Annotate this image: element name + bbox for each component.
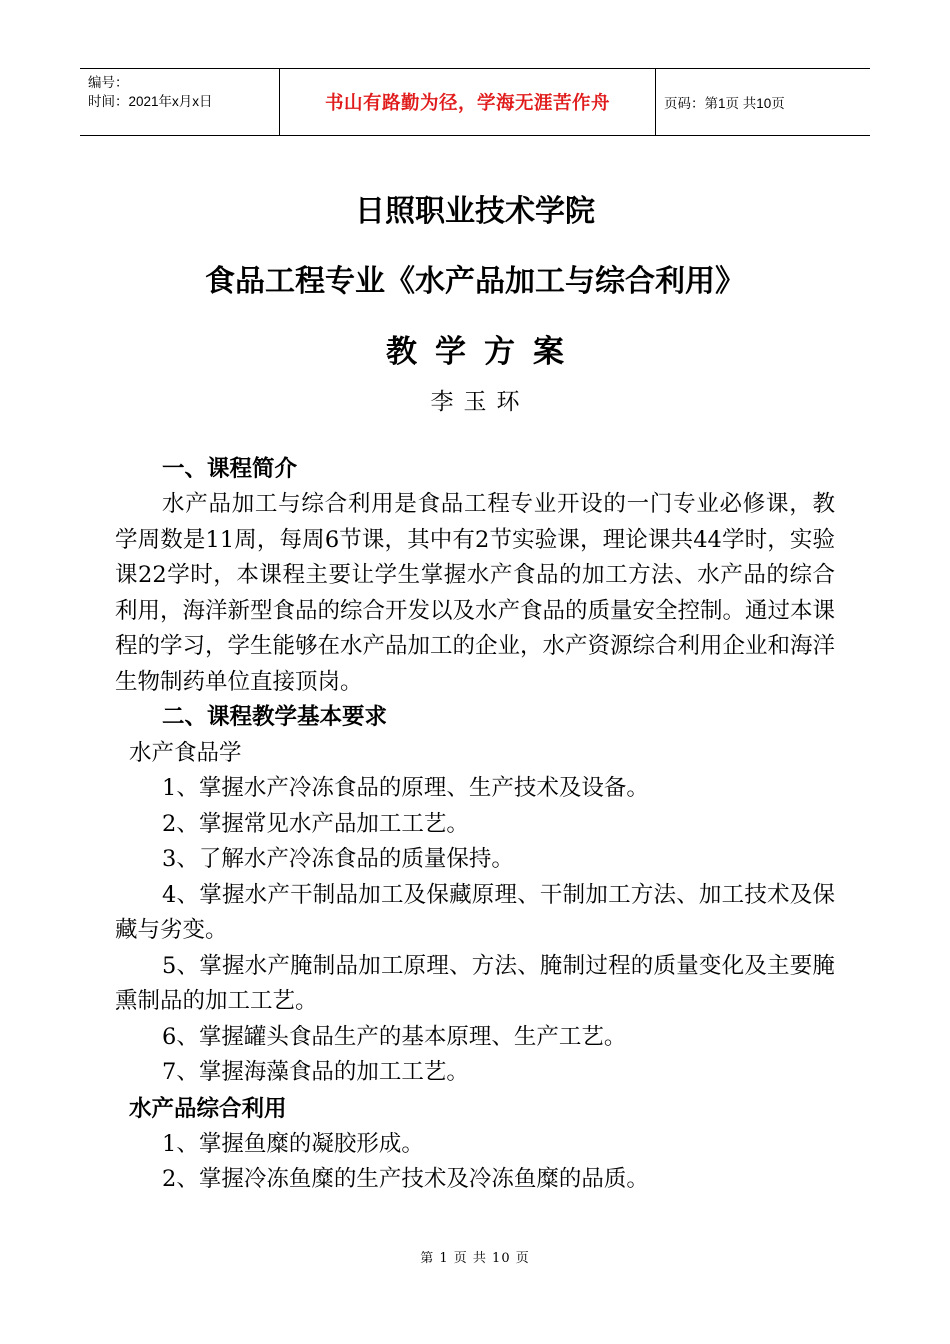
- list-item: 1、掌握水产冷冻食品的原理、生产技术及设备。: [162, 775, 649, 801]
- course-title: 食品工程专业《水产品加工与综合利用》: [205, 264, 745, 299]
- list-item: 7、掌握海藻食品的加工工艺。: [162, 1059, 469, 1085]
- list-item: 6、掌握罐头食品生产的基本原理、生产工艺。: [162, 1023, 627, 1050]
- author-name: 李玉环: [430, 389, 530, 415]
- header-time-label: 时间：2021年x月x日: [88, 94, 213, 109]
- page-footer: 第 1 页 共 10 页: [420, 1251, 530, 1266]
- section-heading-intro: 一、课程简介: [162, 456, 298, 482]
- header-motto: 书山有路勤为径，学海无涯苦作舟: [280, 69, 656, 135]
- list-item: 3、了解水产冷冻食品的质量保持。: [162, 846, 514, 872]
- document-body: [115, 452, 835, 1198]
- header-page-label: 页码：第1页 共10页: [664, 96, 785, 111]
- page-header: [80, 68, 870, 136]
- section-heading-requirements: 二、课程教学基本要求: [162, 704, 388, 730]
- doc-type-title: 教学方案: [386, 334, 582, 370]
- list-item: 2、掌握冷冻鱼糜的生产技术及冷冻鱼糜的品质。: [162, 1166, 649, 1192]
- list-item: 5、掌握水产腌制品加工原理、方法、腌制过程的质量变化及主要腌熏制品的加工工艺。: [115, 952, 835, 1014]
- header-meta-cell: [80, 69, 280, 135]
- subheading-aquatic-food: 水产食品学: [129, 740, 242, 766]
- header-number-label: 编号：: [88, 75, 129, 90]
- subheading-comprehensive-use: 水产品综合利用: [129, 1095, 287, 1122]
- list-item: 1、掌握鱼糜的凝胶形成。: [162, 1130, 424, 1157]
- intro-paragraph: 水产品加工与综合利用是食品工程专业开设的一门专业必修课，教学周数是11周，每周6节课，其中有2节实验课，理论课共44学时，实验课22学时，本课程主要让学生掌握水产食品的加工方法、水产品的综合利用，海洋新型食品的综合开发以及水产食品的质量安全控制。通过本课程的学习，学生能够在水产品加工的企业，水产资源综合利用企业和海洋生物制药单位直接顶岗。: [115, 491, 836, 695]
- list-item: 4、掌握水产干制品加工及保藏原理、干制加工方法、加工技术及保藏与劣变。: [115, 881, 835, 943]
- list-item: 2、掌握常见水产品加工工艺。: [162, 810, 469, 837]
- school-title: 日照职业技术学院: [355, 194, 595, 229]
